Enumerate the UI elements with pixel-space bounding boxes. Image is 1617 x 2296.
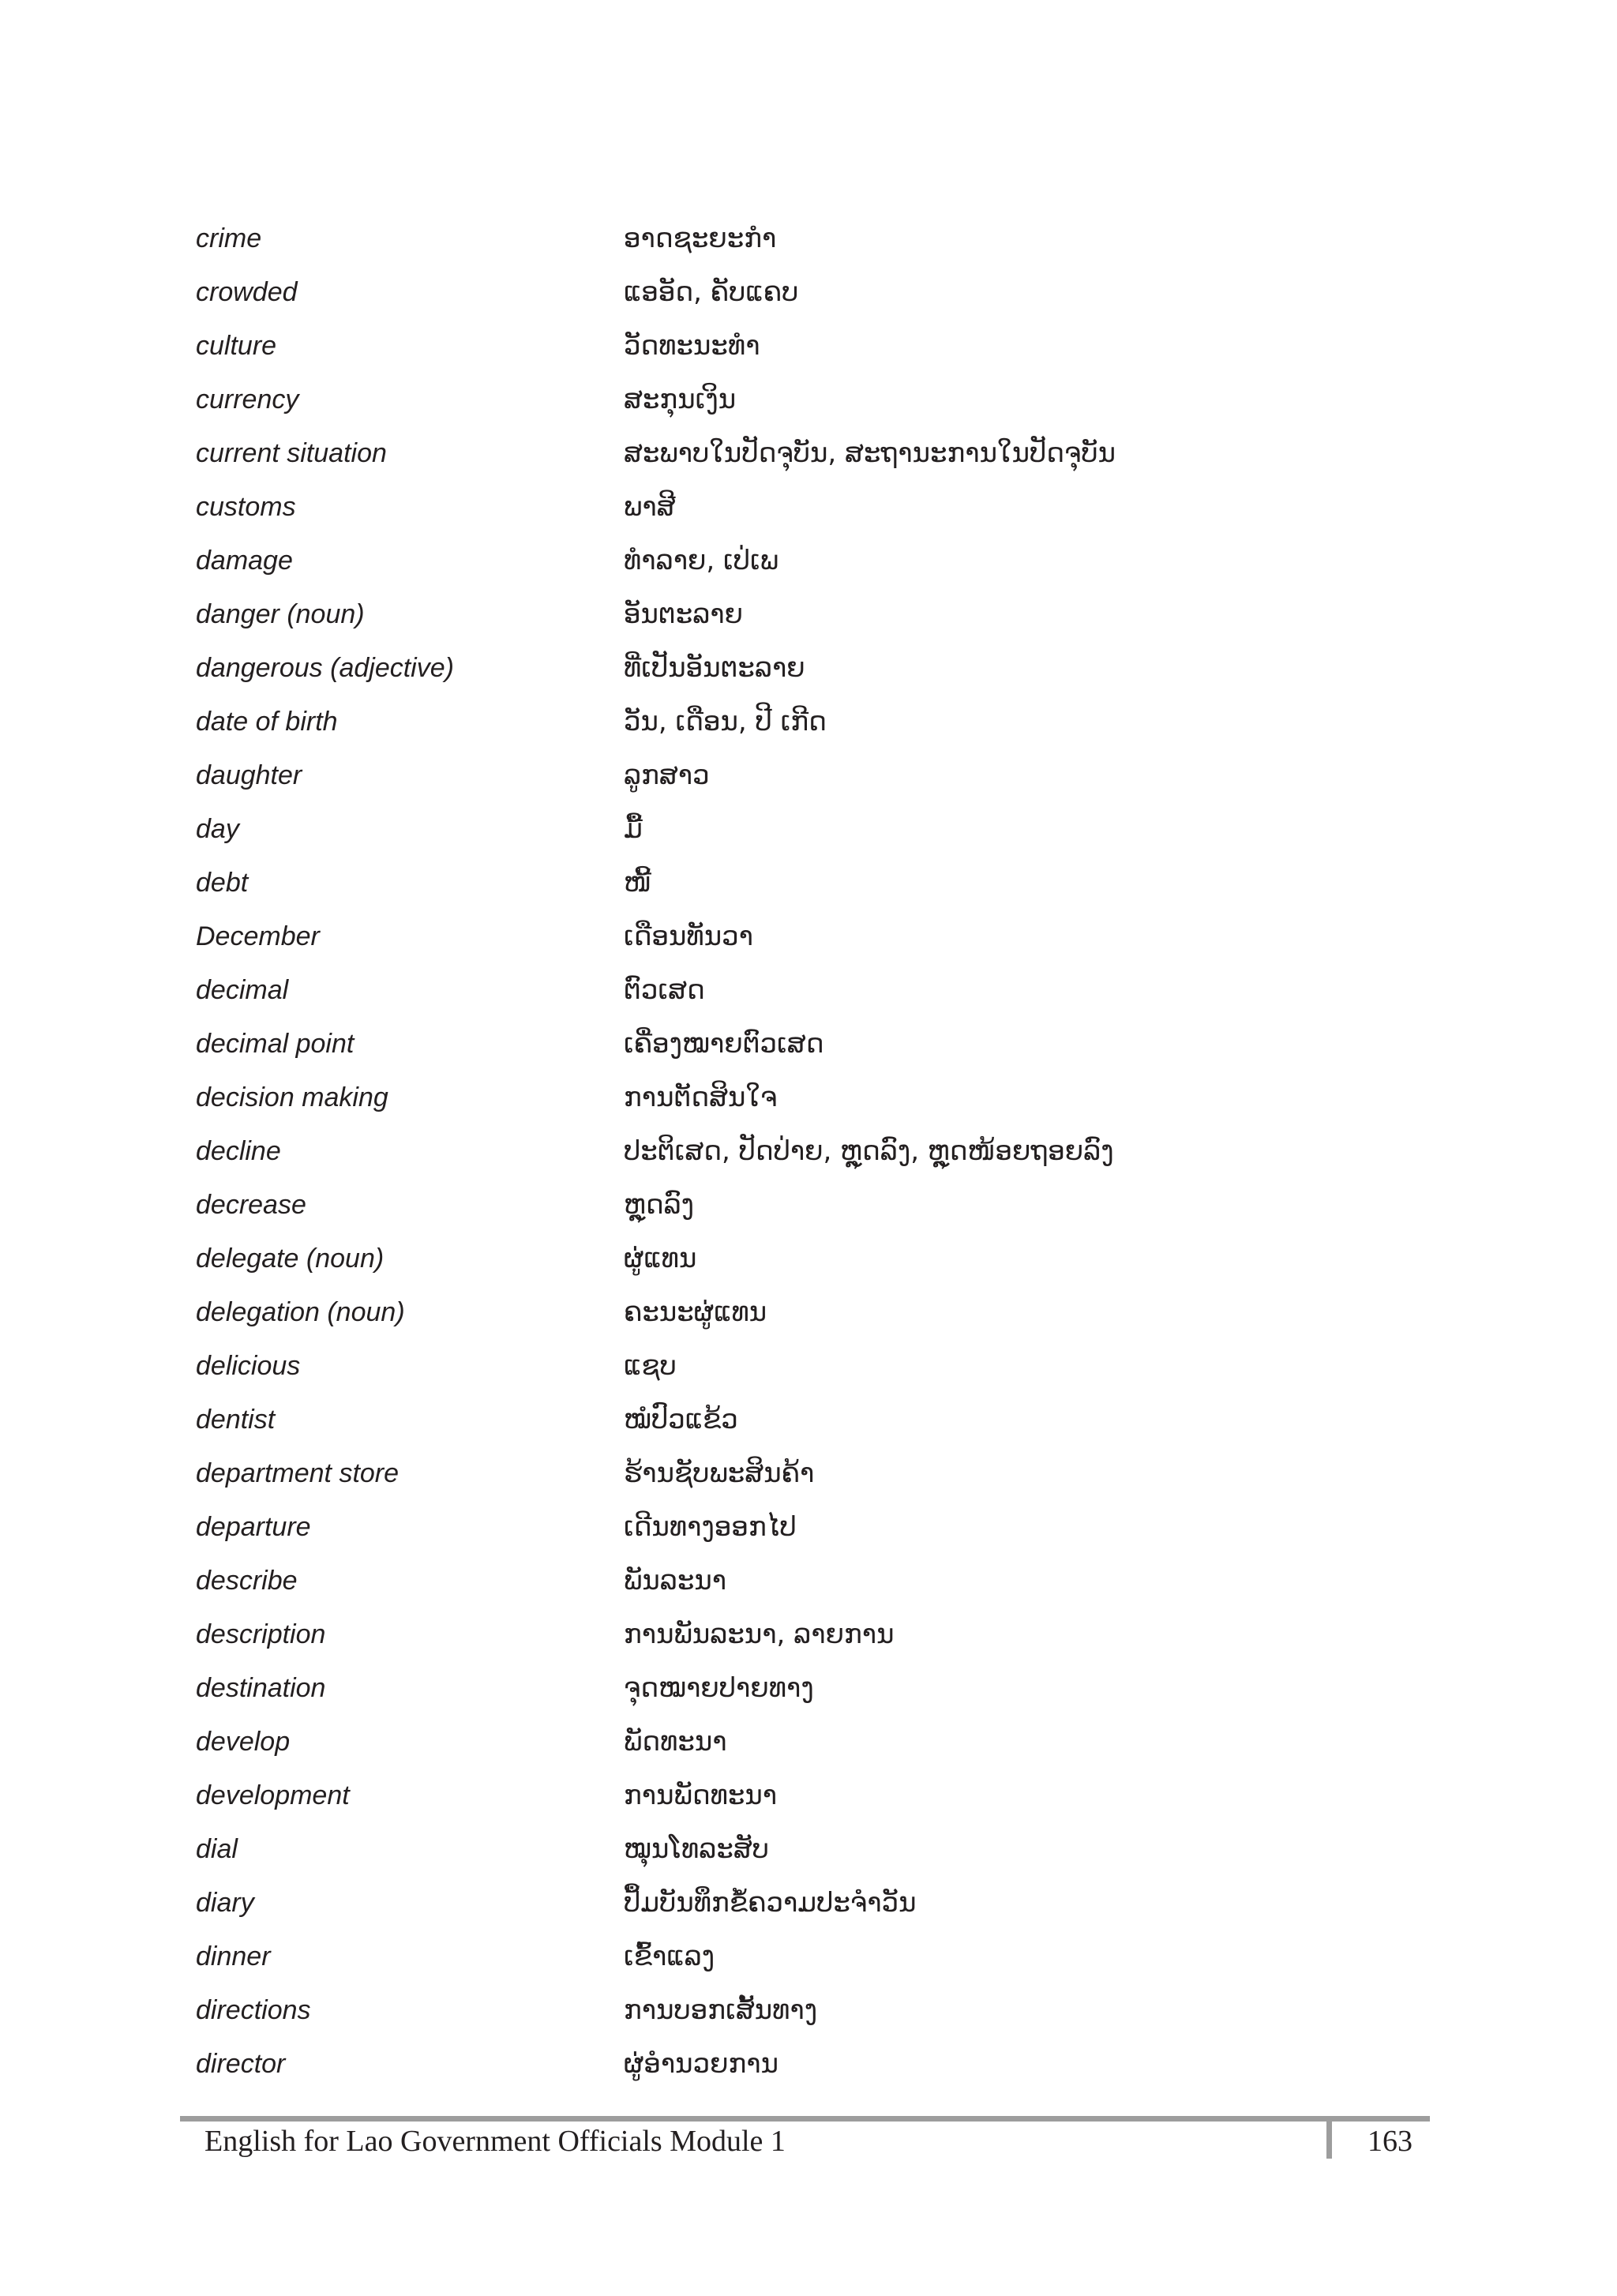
glossary-translation: ປຶ້ມບັນທຶກຂໍ້ຄວາມປະຈຳວັນ — [624, 1887, 917, 1919]
glossary-entry — [196, 480, 1380, 534]
glossary-translation: ການພັນລະນາ, ລາຍການ — [624, 1619, 895, 1650]
glossary-translation: ສະພາບໃນປັດຈຸບັນ, ສະຖານະການໃນປັດຈຸບັນ — [624, 437, 1116, 469]
footer-title: English for Lao Government Officials Module 1 — [204, 2125, 786, 2158]
glossary-entry — [196, 856, 1380, 910]
glossary-entry — [196, 1232, 1380, 1285]
glossary-translation: ເດີນທາງອອກໄປ — [624, 1511, 797, 1543]
glossary-translation: ໜີ້ — [624, 867, 651, 899]
glossary-term: decrease — [196, 1189, 306, 1220]
glossary-entry — [196, 802, 1380, 856]
glossary-translation: ແອອັດ, ຄັບແຄບ — [624, 276, 799, 308]
glossary-entry — [196, 1446, 1380, 1500]
glossary-term: current situation — [196, 437, 387, 468]
glossary-translation: ວັນ, ເດືອນ, ປີ ເກີດ — [624, 706, 827, 737]
glossary-term: development — [196, 1780, 350, 1810]
glossary-translation: ພັນລະນາ — [624, 1565, 727, 1596]
glossary-term: develop — [196, 1726, 291, 1757]
glossary-term: currency — [196, 384, 299, 415]
glossary-term: crowded — [196, 276, 298, 307]
glossary-translation: ຜູ່ແທນ — [624, 1243, 697, 1274]
glossary-term: danger (noun) — [196, 598, 365, 629]
glossary-entry — [196, 1554, 1380, 1608]
glossary-term: December — [196, 921, 320, 951]
glossary-translation: ຜູ່ອຳນວຍການ — [624, 2048, 778, 2080]
footer-divider — [1326, 2119, 1332, 2159]
glossary-translation: ແຊບ — [624, 1350, 677, 1382]
glossary-term: department store — [196, 1458, 400, 1488]
glossary-entry — [196, 587, 1380, 641]
glossary-entry — [196, 1071, 1380, 1124]
glossary-term: description — [196, 1619, 326, 1649]
glossary-translation: ອາດຊະຍະກຳ — [624, 223, 777, 254]
glossary-term: debt — [196, 867, 249, 898]
glossary-term: delegate (noun) — [196, 1243, 385, 1274]
glossary-term: describe — [196, 1565, 298, 1596]
glossary-entry — [196, 212, 1380, 265]
glossary-entry — [196, 1285, 1380, 1339]
page-number: 163 — [1368, 2125, 1413, 2158]
glossary-entry — [196, 748, 1380, 802]
glossary-translation: ຫຼຸດລົງ — [624, 1189, 695, 1221]
glossary-entry — [196, 1822, 1380, 1876]
glossary-term: dangerous (adjective) — [196, 652, 454, 683]
glossary-translation: ຈຸດໝາຍປາຍທາງ — [624, 1672, 814, 1704]
glossary-term: dial — [196, 1833, 238, 1864]
glossary-entry — [196, 319, 1380, 373]
glossary-translation: ວັດທະນະທຳ — [624, 330, 760, 362]
glossary-translation: ໝຸນໂທລະສັບ — [624, 1833, 770, 1865]
glossary-translation: ການບອກເສັ້ນທາງ — [624, 1994, 818, 2026]
glossary-translation: ເຄື່ອງໝາຍຕົວເສດ — [624, 1028, 824, 1060]
glossary-translation: ເດືອນທັນວາ — [624, 921, 753, 952]
glossary-entry — [196, 641, 1380, 695]
glossary-entry — [196, 426, 1380, 480]
glossary-entry — [196, 695, 1380, 748]
glossary-translation: ຕົວເສດ — [624, 974, 705, 1006]
glossary-translation: ເຂົ້າແລງ — [624, 1941, 715, 1972]
glossary-translation: ລູກສາວ — [624, 760, 710, 791]
glossary-entry — [196, 1930, 1380, 1983]
glossary-entry — [196, 1608, 1380, 1661]
glossary-term: directions — [196, 1994, 311, 2025]
glossary-translation: ຄະນະຜູ່ແທນ — [624, 1296, 767, 1328]
glossary-entry — [196, 1983, 1380, 2037]
glossary-term: decline — [196, 1135, 281, 1166]
glossary-term: departure — [196, 1511, 311, 1542]
glossary-term: director — [196, 2048, 286, 2079]
glossary-term: decimal point — [196, 1028, 355, 1059]
glossary-translation: ການພັດທະນາ — [624, 1780, 778, 1811]
glossary-entry — [196, 2037, 1380, 2091]
glossary-term: delegation (noun) — [196, 1296, 405, 1327]
glossary-term: culture — [196, 330, 277, 361]
glossary-term: customs — [196, 491, 296, 522]
glossary-entry — [196, 910, 1380, 963]
glossary-entry — [196, 1876, 1380, 1930]
glossary-term: date of birth — [196, 706, 338, 737]
glossary-entry — [196, 1124, 1380, 1178]
glossary-entry — [196, 963, 1380, 1017]
glossary-translation: ພັດທະນາ — [624, 1726, 727, 1758]
glossary-entry — [196, 1661, 1380, 1715]
glossary-translation: ທີ່ເປັນອັນຕະລາຍ — [624, 652, 805, 684]
glossary-translation: ທຳລາຍ, ເປ່ເພ — [624, 545, 779, 576]
glossary-entry — [196, 1393, 1380, 1446]
glossary-term: decimal — [196, 974, 289, 1005]
glossary-entry — [196, 373, 1380, 426]
glossary-entry — [196, 1715, 1380, 1769]
footer-rule — [180, 2116, 1430, 2122]
glossary-term: destination — [196, 1672, 326, 1703]
glossary-entry — [196, 1339, 1380, 1393]
glossary-term: dinner — [196, 1941, 271, 1971]
glossary-translation: ຮ້ານຊັບພະສິນຄ້າ — [624, 1458, 815, 1489]
glossary-list — [196, 212, 1380, 2091]
glossary-translation: ສະກຸນເງິນ — [624, 384, 737, 415]
glossary-term: delicious — [196, 1350, 301, 1381]
glossary-term: daughter — [196, 760, 302, 790]
glossary-term: decision making — [196, 1082, 388, 1112]
glossary-entry — [196, 534, 1380, 587]
glossary-term: damage — [196, 545, 293, 576]
glossary-term: dentist — [196, 1404, 276, 1435]
glossary-term: diary — [196, 1887, 254, 1918]
glossary-entry — [196, 1769, 1380, 1822]
glossary-translation: ອັນຕະລາຍ — [624, 598, 744, 630]
glossary-term: day — [196, 813, 239, 844]
glossary-entry — [196, 265, 1380, 319]
glossary-entry — [196, 1017, 1380, 1071]
glossary-translation: ການຕັດສິນໃຈ — [624, 1082, 778, 1113]
glossary-translation: ມື້ — [624, 813, 643, 845]
glossary-entry — [196, 1178, 1380, 1232]
glossary-term: crime — [196, 223, 262, 253]
glossary-entry — [196, 1500, 1380, 1554]
glossary-translation: ພາສີ — [624, 491, 676, 523]
glossary-translation: ປະຕິເສດ, ປັດປ່າຍ, ຫຼຸດລົງ, ຫຼຸດໜ້ອຍຖອຍລົງ — [624, 1135, 1114, 1167]
glossary-translation: ໝໍປົວແຂ້ວ — [624, 1404, 738, 1435]
